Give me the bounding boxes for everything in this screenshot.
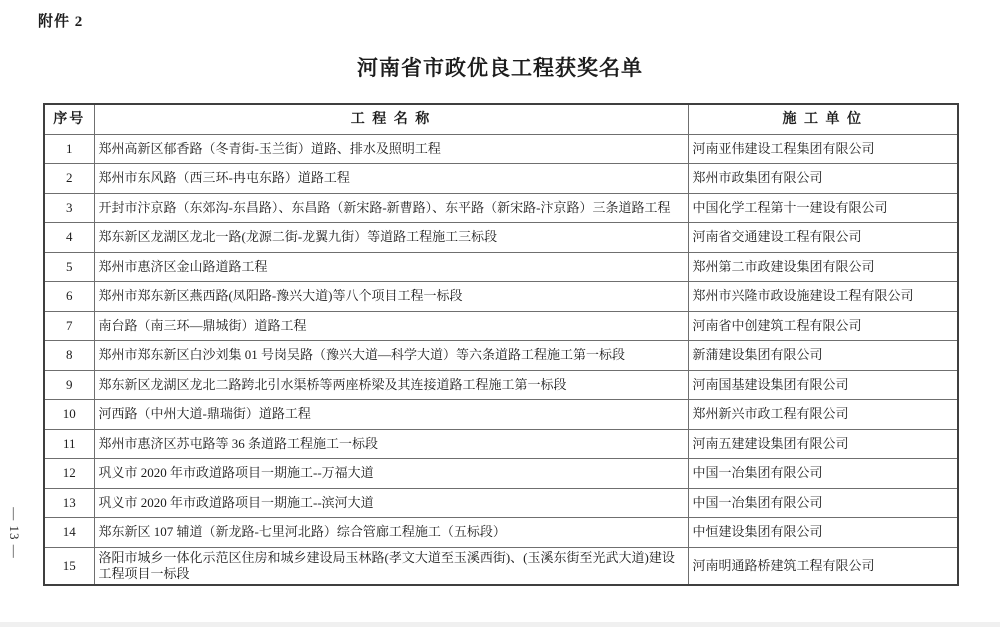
project-name-cell: 巩义市 2020 年市政道路项目一期施工--滨河大道 <box>94 488 688 518</box>
table-row <box>44 164 958 194</box>
page-number: — 13 — <box>7 507 22 559</box>
header-construction-unit: 施 工 单 位 <box>688 104 958 134</box>
table-row <box>44 547 958 585</box>
construction-unit-cell: 郑州新兴市政工程有限公司 <box>688 400 958 430</box>
awards-table <box>43 103 959 586</box>
serial-number-cell: 13 <box>44 488 94 518</box>
awards-table-header <box>44 104 958 134</box>
project-name-cell: 郑州高新区郁香路（冬青街-玉兰街）道路、排水及照明工程 <box>94 134 688 164</box>
serial-number-cell: 12 <box>44 459 94 489</box>
construction-unit-cell: 郑州第二市政建设集团有限公司 <box>688 252 958 282</box>
construction-unit-cell: 中国一冶集团有限公司 <box>688 488 958 518</box>
serial-number-cell: 6 <box>44 282 94 312</box>
table-row <box>44 223 958 253</box>
construction-unit-cell: 中恒建设集团有限公司 <box>688 518 958 548</box>
table-row <box>44 252 958 282</box>
serial-number-cell: 14 <box>44 518 94 548</box>
project-name-cell: 郑东新区龙湖区龙北二路跨北引水渠桥等两座桥梁及其连接道路工程施工第一标段 <box>94 370 688 400</box>
project-name-cell: 郑东新区 107 辅道（新龙路-七里河北路）综合管廊工程施工（五标段） <box>94 518 688 548</box>
project-name-cell: 开封市汴京路（东郊沟-东昌路）、东昌路（新宋路-新曹路）、东平路（新宋路-汴京路）三条道路工程 <box>94 193 688 223</box>
awards-table-body <box>44 134 958 585</box>
table-row <box>44 488 958 518</box>
project-name-cell: 洛阳市城乡一体化示范区住房和城乡建设局玉林路(孝文大道至玉溪西街)、(玉溪东街至光武大道)建设工程项目一标段 <box>94 547 688 585</box>
attachment-label: 附件 2 <box>38 14 84 30</box>
table-row <box>44 311 958 341</box>
construction-unit-cell: 新蒲建设集团有限公司 <box>688 341 958 371</box>
table-row <box>44 341 958 371</box>
table-row <box>44 134 958 164</box>
header-serial-number: 序号 <box>44 104 94 134</box>
project-name-cell: 郑东新区龙湖区龙北一路(龙源二街-龙翼九街）等道路工程施工三标段 <box>94 223 688 253</box>
construction-unit-cell: 中国化学工程第十一建设有限公司 <box>688 193 958 223</box>
construction-unit-cell: 河南省交通建设工程有限公司 <box>688 223 958 253</box>
project-name-cell: 河西路（中州大道-鼎瑞街）道路工程 <box>94 400 688 430</box>
header-row <box>44 104 958 134</box>
serial-number-cell: 1 <box>44 134 94 164</box>
project-name-cell: 巩义市 2020 年市政道路项目一期施工--万福大道 <box>94 459 688 489</box>
project-name-cell: 郑州市惠济区苏屯路等 36 条道路工程施工一标段 <box>94 429 688 459</box>
construction-unit-cell: 河南省中创建筑工程有限公司 <box>688 311 958 341</box>
serial-number-cell: 2 <box>44 164 94 194</box>
table-row <box>44 282 958 312</box>
scan-edge <box>0 622 1000 627</box>
serial-number-cell: 11 <box>44 429 94 459</box>
serial-number-cell: 8 <box>44 341 94 371</box>
serial-number-cell: 5 <box>44 252 94 282</box>
project-name-cell: 郑州市郑东新区燕西路(凤阳路-豫兴大道)等八个项目工程一标段 <box>94 282 688 312</box>
table-row <box>44 429 958 459</box>
serial-number-cell: 10 <box>44 400 94 430</box>
serial-number-cell: 4 <box>44 223 94 253</box>
serial-number-cell: 9 <box>44 370 94 400</box>
project-name-cell: 南台路（南三环—鼎城街）道路工程 <box>94 311 688 341</box>
project-name-cell: 郑州市郑东新区白沙刘集 01 号岗吴路（豫兴大道—科学大道）等六条道路工程施工第一标段 <box>94 341 688 371</box>
construction-unit-cell: 河南国基建设集团有限公司 <box>688 370 958 400</box>
table-row <box>44 518 958 548</box>
serial-number-cell: 3 <box>44 193 94 223</box>
table-row <box>44 459 958 489</box>
table-row <box>44 370 958 400</box>
table-row <box>44 400 958 430</box>
serial-number-cell: 7 <box>44 311 94 341</box>
table-row <box>44 193 958 223</box>
construction-unit-cell: 河南亚伟建设工程集团有限公司 <box>688 134 958 164</box>
construction-unit-cell: 郑州市兴隆市政设施建设工程有限公司 <box>688 282 958 312</box>
project-name-cell: 郑州市惠济区金山路道路工程 <box>94 252 688 282</box>
page-title: 河南省市政优良工程获奖名单 <box>357 56 643 80</box>
project-name-cell: 郑州市东风路（西三环-冉屯东路）道路工程 <box>94 164 688 194</box>
construction-unit-cell: 河南明通路桥建筑工程有限公司 <box>688 547 958 585</box>
header-project-name: 工 程 名 称 <box>94 104 688 134</box>
construction-unit-cell: 郑州市政集团有限公司 <box>688 164 958 194</box>
construction-unit-cell: 中国一冶集团有限公司 <box>688 459 958 489</box>
construction-unit-cell: 河南五建建设集团有限公司 <box>688 429 958 459</box>
serial-number-cell: 15 <box>44 547 94 585</box>
